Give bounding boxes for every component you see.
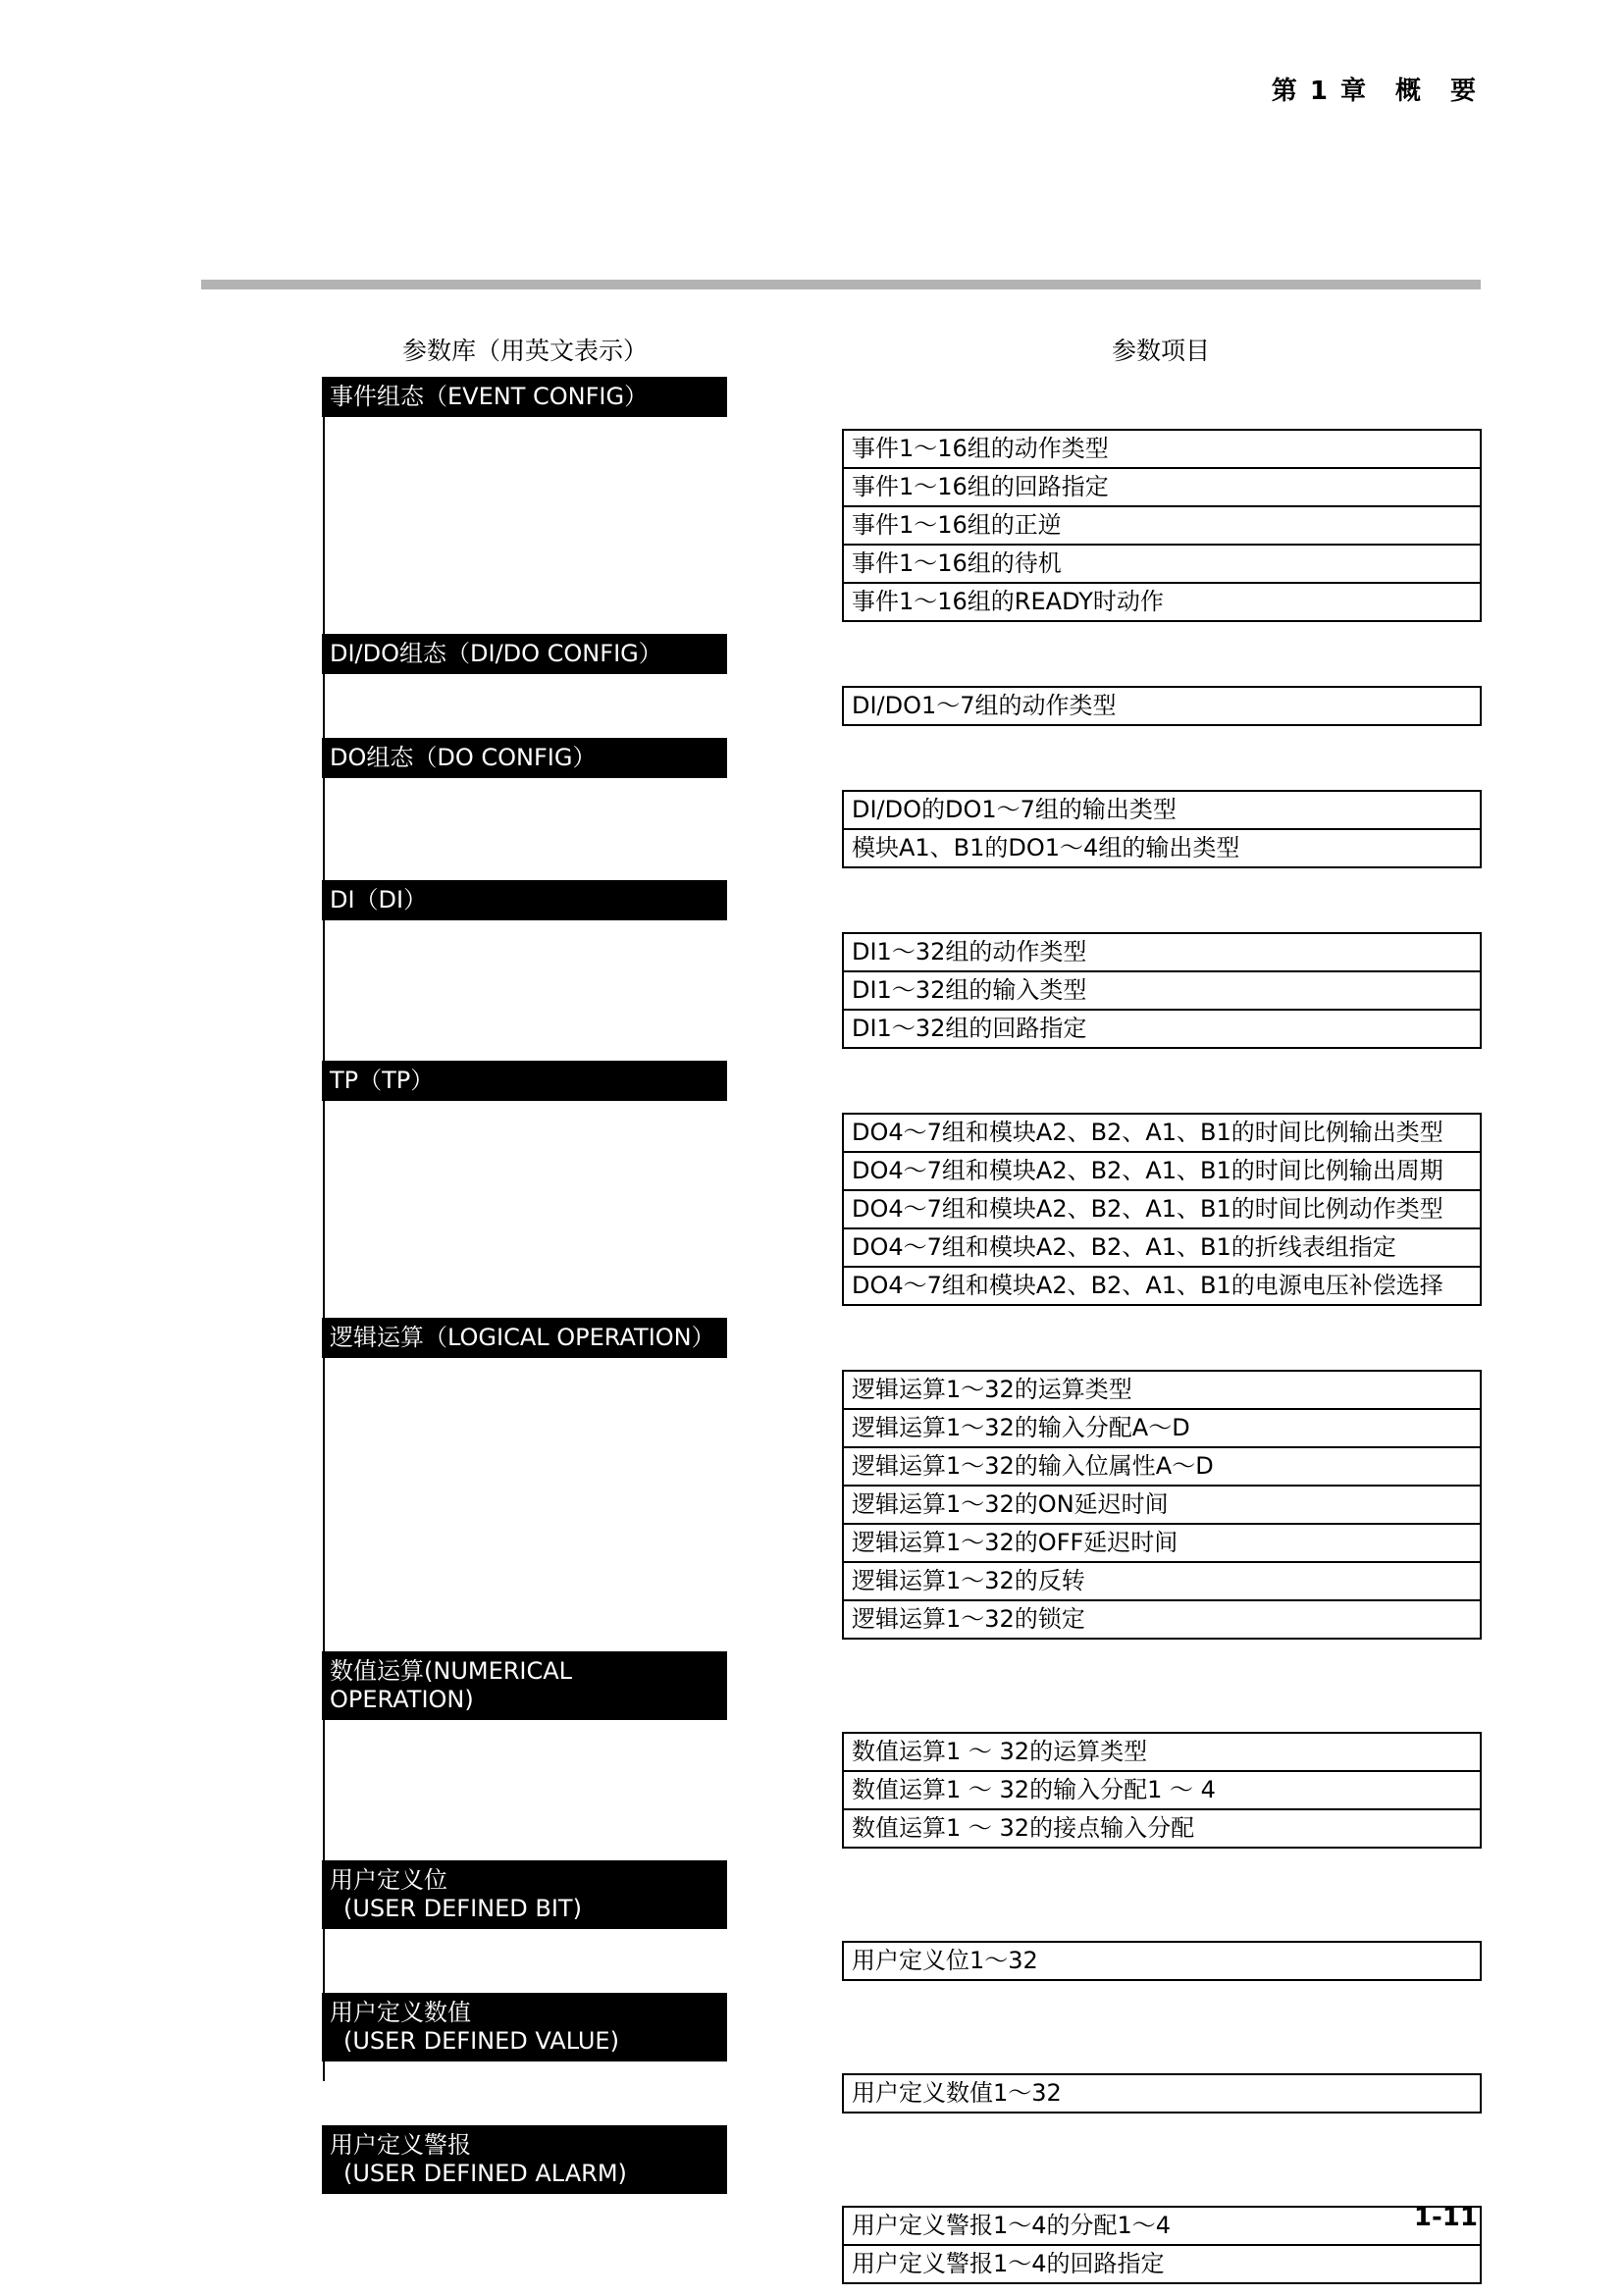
group-title: DI/DO组态（DI/DO CONFIG） (330, 640, 662, 667)
parameter-group (322, 1651, 1482, 1860)
parameter-item: 逻辑运算1～32的锁定 (842, 1601, 1482, 1640)
group-title: TP（TP） (330, 1067, 435, 1094)
parameter-group (322, 1061, 1482, 1318)
group-items (842, 778, 1482, 880)
group-title: 数值运算(NUMERICAL OPERATION) (330, 1657, 573, 1713)
group-title: 用户定义警报 (330, 2131, 471, 2159)
group-header (322, 1860, 727, 1929)
parameter-item: DO4～7组和模块A2、B2、A1、B1的电源电压补偿选择 (842, 1268, 1482, 1306)
parameter-item: 逻辑运算1～32的OFF延迟时间 (842, 1525, 1482, 1563)
group-title: 事件组态（EVENT CONFIG） (330, 383, 649, 410)
parameter-group (322, 1860, 1482, 1993)
group-items (842, 920, 1482, 1061)
parameter-item: 用户定义位1～32 (842, 1941, 1482, 1981)
parameter-group (322, 880, 1482, 1061)
parameter-item: DO4～7组和模块A2、B2、A1、B1的时间比例输出周期 (842, 1153, 1482, 1191)
parameter-item: 逻辑运算1～32的反转 (842, 1563, 1482, 1601)
parameter-item: 数值运算1 ～ 32的接点输入分配 (842, 1810, 1482, 1849)
parameter-item: DI/DO的DO1～7组的输出类型 (842, 790, 1482, 830)
group-title: 用户定义位 (330, 1866, 447, 1894)
parameter-group (322, 377, 1482, 634)
parameter-item: 用户定义数值1～32 (842, 2073, 1482, 2113)
group-subtitle: (USER DEFINED BIT) (343, 1895, 582, 1922)
group-title: DI（DI） (330, 886, 428, 913)
group-header (322, 1061, 727, 1101)
group-title: DO组态（DO CONFIG） (330, 744, 597, 771)
parameter-group (322, 738, 1482, 880)
group-header (322, 1651, 727, 1720)
parameter-tree (322, 377, 1482, 2296)
parameter-item: DI1～32组的动作类型 (842, 932, 1482, 972)
parameter-item: DO4～7组和模块A2、B2、A1、B1的时间比例输出类型 (842, 1113, 1482, 1153)
chapter-title: 第 1 章 概 要 (1271, 77, 1478, 106)
group-header (322, 880, 727, 920)
parameter-item: DI1～32组的输入类型 (842, 972, 1482, 1011)
parameter-group (322, 1318, 1482, 1651)
parameter-group (322, 1993, 1482, 2125)
parameter-item: 事件1～16组的回路指定 (842, 469, 1482, 507)
group-header (322, 377, 727, 417)
parameter-item: 事件1～16组的READY时动作 (842, 584, 1482, 622)
group-items (842, 1358, 1482, 1651)
parameter-item: DI1～32组的回路指定 (842, 1011, 1482, 1049)
parameter-item: 用户定义警报1～4的分配1～4 (842, 2206, 1482, 2246)
group-title: 逻辑运算（LOGICAL OPERATION） (330, 1324, 715, 1351)
group-subtitle: (USER DEFINED VALUE) (343, 2027, 619, 2055)
group-header (322, 1993, 727, 2061)
group-subtitle: (USER DEFINED ALARM) (343, 2160, 627, 2187)
parameter-item: DO4～7组和模块A2、B2、A1、B1的折线表组指定 (842, 1229, 1482, 1268)
parameter-item: 数值运算1 ～ 32的输入分配1 ～ 4 (842, 1772, 1482, 1810)
parameter-item: 数值运算1 ～ 32的运算类型 (842, 1732, 1482, 1772)
group-items (842, 1720, 1482, 1860)
group-items (842, 1101, 1482, 1318)
parameter-item: 事件1～16组的待机 (842, 546, 1482, 584)
parameter-item: 逻辑运算1～32的运算类型 (842, 1370, 1482, 1410)
group-items (842, 674, 1482, 738)
parameter-item: 模块A1、B1的DO1～4组的输出类型 (842, 830, 1482, 868)
group-items (842, 2061, 1482, 2125)
group-header (322, 634, 727, 674)
column-header-items: 参数项目 (1112, 337, 1211, 365)
parameter-item: DI/DO1～7组的动作类型 (842, 686, 1482, 726)
parameter-item: 事件1～16组的动作类型 (842, 429, 1482, 469)
page-number: 1-11 (1413, 2203, 1478, 2232)
group-items (842, 2194, 1482, 2296)
group-header (322, 738, 727, 778)
parameter-item: DO4～7组和模块A2、B2、A1、B1的时间比例动作类型 (842, 1191, 1482, 1229)
parameter-item: 逻辑运算1～32的ON延迟时间 (842, 1487, 1482, 1525)
column-header-library: 参数库（用英文表示） (402, 337, 649, 365)
parameter-group (322, 634, 1482, 738)
section-rule (201, 280, 1481, 289)
group-header (322, 2125, 727, 2194)
parameter-item: 用户定义警报1～4的回路指定 (842, 2246, 1482, 2284)
parameter-item: 事件1～16组的正逆 (842, 507, 1482, 546)
group-items (842, 417, 1482, 634)
parameter-item: 逻辑运算1～32的输入位属性A～D (842, 1448, 1482, 1487)
group-header (322, 1318, 727, 1358)
group-title: 用户定义数值 (330, 1999, 471, 2026)
parameter-group (322, 2125, 1482, 2296)
group-items (842, 1929, 1482, 1993)
parameter-item: 逻辑运算1～32的输入分配A～D (842, 1410, 1482, 1448)
